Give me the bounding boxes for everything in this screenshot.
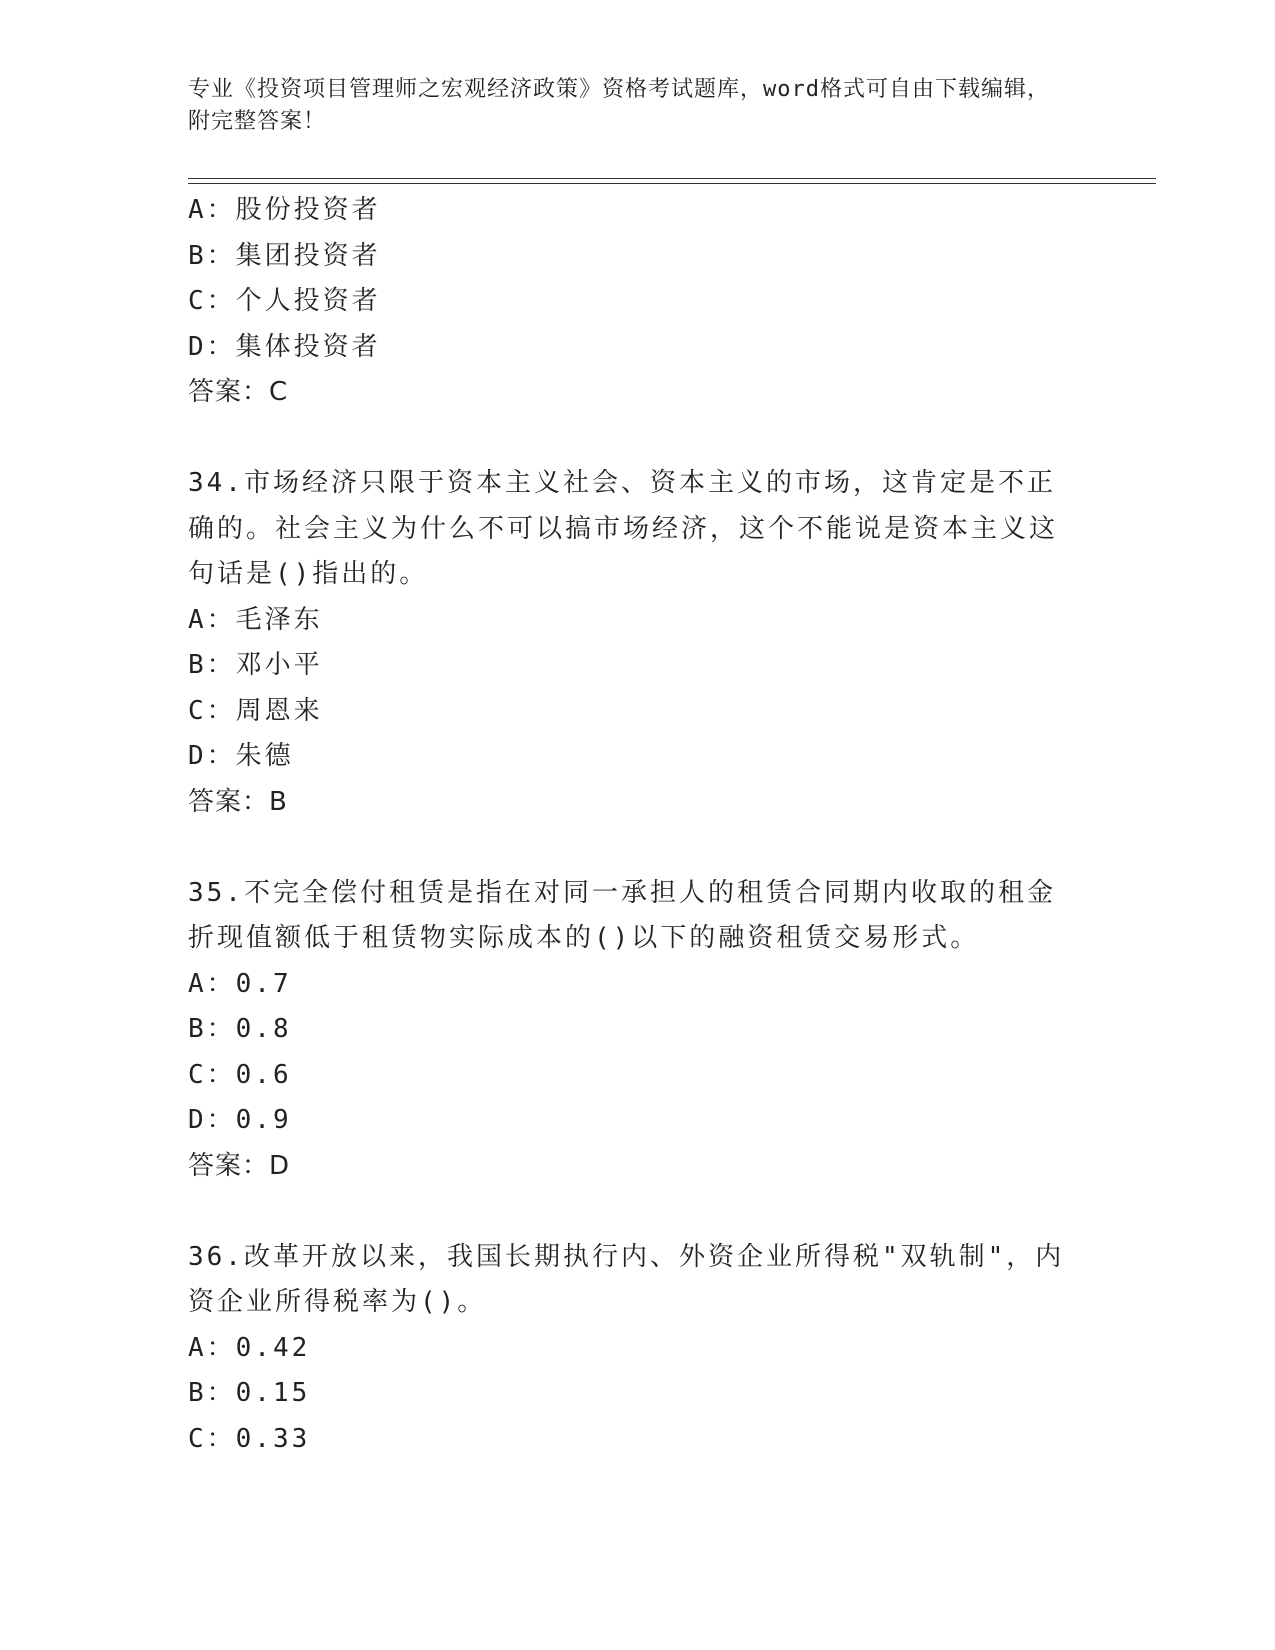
answer-line: 答案：C bbox=[188, 377, 289, 407]
question-block-34 bbox=[188, 461, 1088, 825]
question-text: 35.不完全偿付租赁是指在对同一承担人的租赁合同期内收取的租金折现值额低于租赁物实际成本的()以下的融资租赁交易形式。 bbox=[188, 877, 1056, 953]
option-c: C：0.6 bbox=[188, 1059, 292, 1090]
header-rule-top bbox=[188, 178, 1156, 179]
option-b: B：集团投资者 bbox=[188, 240, 381, 271]
option-b: B：0.15 bbox=[188, 1378, 311, 1408]
option-a: A：股份投资者 bbox=[188, 195, 381, 225]
answer-line: 答案：D bbox=[188, 1150, 291, 1181]
option-b: B：0.8 bbox=[188, 1014, 292, 1044]
option-a: A：0.7 bbox=[188, 968, 292, 999]
document-header: 专业《投资项目管理师之宏观经济政策》资格考试题库，word格式可自由下载编辑，附完整答案！ bbox=[188, 77, 1050, 134]
option-c: C：0.33 bbox=[188, 1423, 311, 1454]
question-text: 36.改革开放以来，我国长期执行内、外资企业所得税"双轨制"，内资企业所得税率为()。 bbox=[188, 1241, 1065, 1317]
option-a: A：0.42 bbox=[188, 1332, 311, 1363]
option-d: D：0.9 bbox=[188, 1105, 292, 1135]
question-block-prev bbox=[188, 188, 1088, 416]
option-a: A：毛泽东 bbox=[188, 604, 323, 635]
option-b: B：邓小平 bbox=[188, 650, 323, 680]
option-d: D：集体投资者 bbox=[188, 331, 381, 362]
option-d: D：朱德 bbox=[188, 741, 294, 771]
answer-line: 答案：B bbox=[188, 786, 288, 817]
header-rule-bottom bbox=[188, 183, 1156, 184]
question-list bbox=[188, 188, 1088, 1462]
option-c: C：个人投资者 bbox=[188, 286, 381, 316]
question-block-35 bbox=[188, 871, 1088, 1190]
option-c: C：周恩来 bbox=[188, 695, 323, 726]
question-block-36 bbox=[188, 1235, 1088, 1463]
question-text: 34.市场经济只限于资本主义社会、资本主义的市场，这肯定是不正确的。社会主义为什么不可以搞市场经济，这个不能说是资本主义这句话是()指出的。 bbox=[188, 468, 1059, 589]
